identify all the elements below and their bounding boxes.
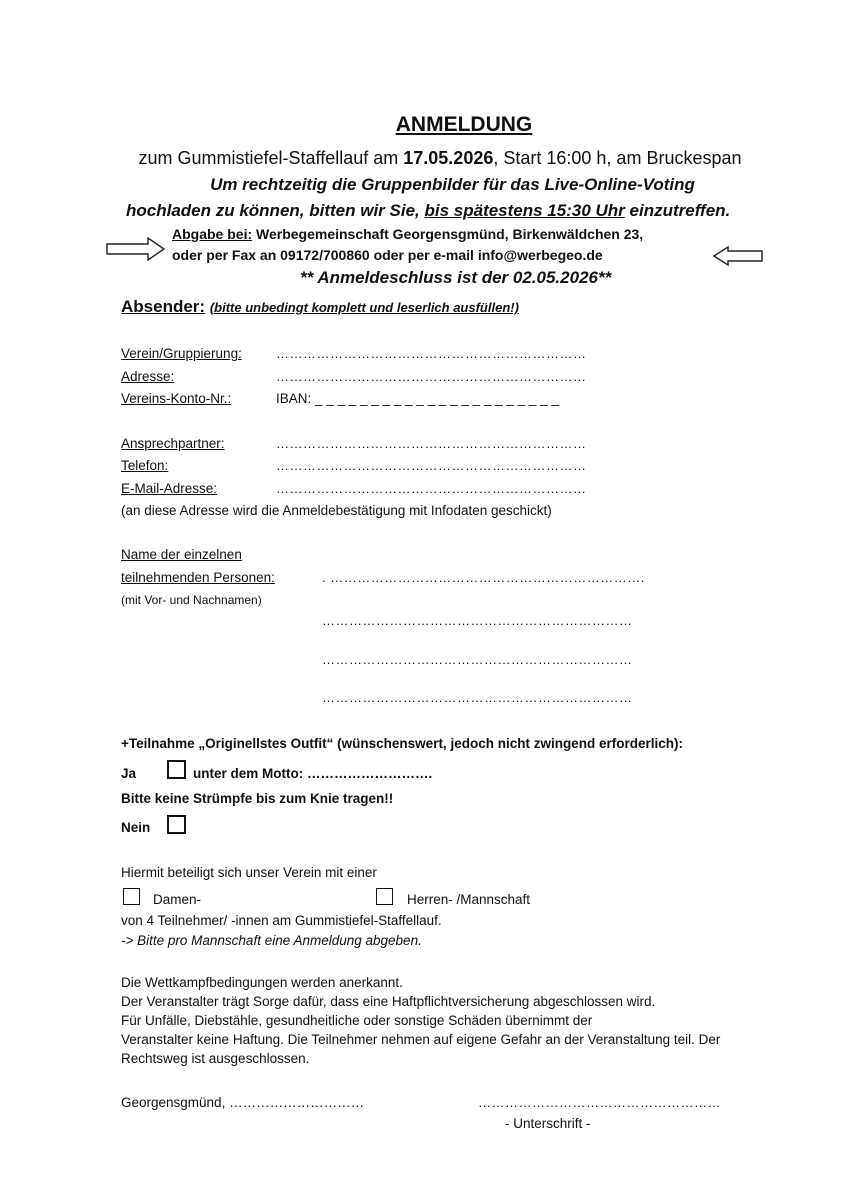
participants-hint: (mit Vor- und Nachnamen) [121, 593, 262, 607]
field-label-phone: Telefon: [121, 458, 169, 473]
field-club-input[interactable]: …………………………………………………………… [276, 346, 587, 361]
terms-line: Der Veranstalter trägt Sorge dafür, dass eine Haftpflichtversicherung abgeschlossen wird. [121, 994, 656, 1009]
outfit-heading: +Teilnahme „Originellstes Outfit“ (wünschenswert, jedoch nicht zwingend erforderlich): [121, 736, 683, 751]
women-team-checkbox[interactable] [123, 888, 140, 905]
terms-line: Rechtsweg ist ausgeschlossen. [121, 1051, 310, 1066]
arrow-right-icon [106, 237, 166, 261]
sender-note: (bitte unbedingt komplett und leserlich ausfüllen!) [209, 300, 519, 315]
arrow-left-icon [713, 246, 763, 266]
team-count: von 4 Teilnehmer/ -innen am Gummistiefel-Staffellauf. [121, 913, 442, 928]
field-contact-input[interactable]: …………………………………………………………… [276, 436, 587, 451]
event-date: 17.05.2026 [403, 148, 494, 168]
field-label-address: Adresse: [121, 369, 175, 384]
field-label-club: Verein/Gruppierung: [121, 346, 242, 361]
terms-line: Veranstalter keine Haftung. Die Teilnehmer nehmen auf eigene Gefahr an der Veranstaltung teil. Der [121, 1032, 721, 1047]
outfit-no-checkbox[interactable] [167, 815, 186, 834]
terms-line: Die Wettkampfbedingungen werden anerkannt. [121, 975, 403, 990]
notice-line-2 [126, 201, 730, 221]
notice-text-end: einzutreffen. [624, 201, 731, 220]
participant-line-3[interactable]: …………………………………………………………… [322, 652, 633, 667]
men-team-label: Herren- /Mannschaft [407, 892, 531, 907]
terms-line: Für Unfälle, Diebstähle, gesundheitliche oder sonstige Schäden übernimmt der [121, 1013, 593, 1028]
outfit-motto[interactable]: unter dem Motto: ………………………. [193, 766, 433, 781]
outfit-warning: Bitte keine Strümpfe bis zum Knie tragen!! [121, 791, 394, 806]
notice-line-1: Um rechtzeitig die Gruppenbilder für das Live-Online-Voting [210, 175, 695, 194]
field-label-contact: Ansprechpartner: [121, 436, 225, 451]
participants-label-2: teilnehmenden Personen: [121, 570, 275, 585]
team-intro: Hiermit beteiligt sich unser Verein mit einer [121, 865, 377, 880]
field-label-email: E-Mail-Adresse: [121, 481, 218, 496]
team-note: -> Bitte pro Mannschaft eine Anmeldung abgeben. [121, 933, 422, 948]
outfit-yes-label: Ja [121, 766, 137, 781]
men-team-checkbox[interactable] [376, 888, 393, 905]
participant-line-4[interactable]: …………………………………………………………… [322, 690, 633, 705]
participant-line-2[interactable]: …………………………………………………………… [322, 613, 633, 628]
registration-deadline: ** Anmeldeschluss ist der 02.05.2026** [300, 268, 612, 287]
outfit-yes-checkbox[interactable] [167, 760, 186, 779]
arrival-deadline: bis spätestens 15:30 Uhr [424, 201, 625, 220]
sender-heading [121, 297, 519, 317]
participants-label-1: Name der einzelnen [121, 547, 242, 562]
submission-address [172, 226, 643, 242]
sender-heading-label: Absender: [121, 297, 206, 316]
participant-line-1[interactable]: . ……………………………………………………………. [322, 570, 645, 585]
subtitle-text: zum Gummistiefel-Staffellauf am [138, 148, 404, 168]
signature-field[interactable]: ……………………………………………… [478, 1095, 721, 1110]
email-note: (an diese Adresse wird die Anmeldebestätigung mit Infodaten geschickt) [121, 503, 552, 518]
submission-address-text: Werbegemeinschaft Georgensgmünd, Birkenwäldchen 23, [252, 226, 644, 242]
field-label-account: Vereins-Konto-Nr.: [121, 391, 232, 406]
submission-contact: oder per Fax an 09172/700860 oder per e-mail info@werbegeo.de [172, 247, 603, 263]
women-team-label: Damen- [153, 892, 202, 907]
place-date-field[interactable]: Georgensgmünd, ………………………… [121, 1095, 365, 1110]
field-address-input[interactable]: …………………………………………………………… [276, 369, 587, 384]
submission-label: Abgabe bei: [172, 226, 253, 242]
outfit-no-label: Nein [121, 820, 151, 835]
field-email-input[interactable]: …………………………………………………………… [276, 481, 587, 496]
field-phone-input[interactable]: …………………………………………………………… [276, 458, 587, 473]
subtitle-text-end: , Start 16:00 h, am Bruckespan [493, 148, 742, 168]
notice-text: hochladen zu können, bitten wir Sie, [126, 201, 425, 220]
signature-label: - Unterschrift - [505, 1116, 591, 1131]
page-title: ANMELDUNG [395, 113, 533, 136]
event-subtitle [0, 148, 848, 169]
field-iban-input[interactable]: IBAN: _ _ _ _ _ _ _ _ _ _ _ _ _ _ _ _ _ _ _ _ _ _ [276, 391, 559, 406]
